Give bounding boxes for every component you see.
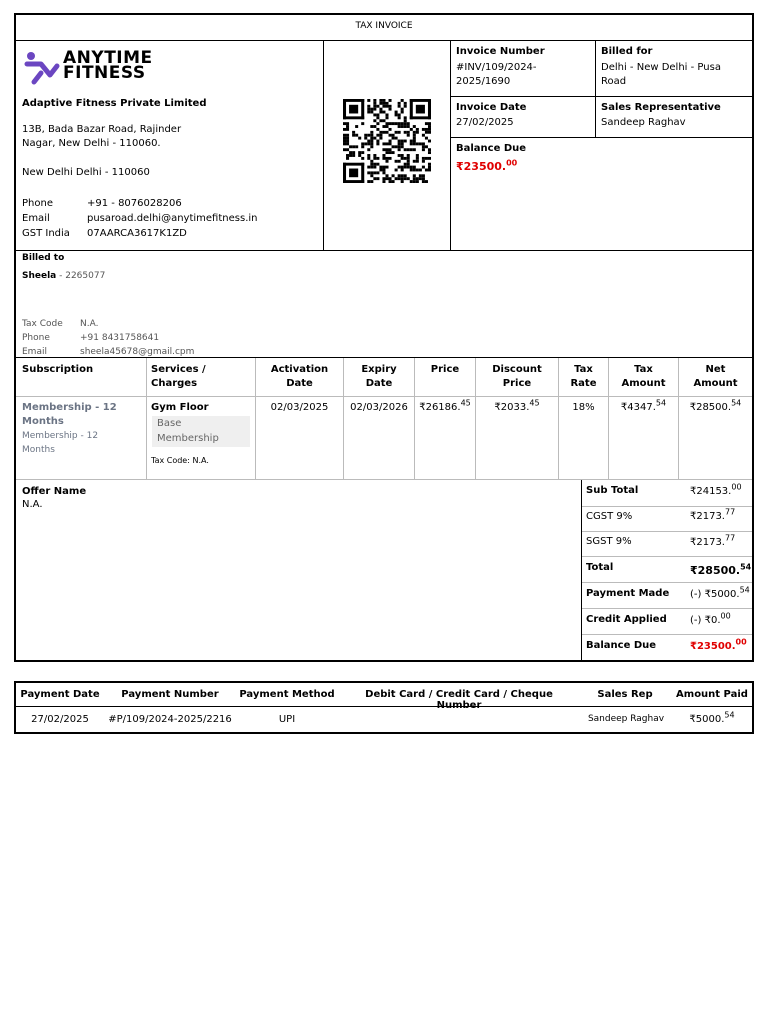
col-net-amount: Net Amount	[693, 364, 738, 389]
col-price: Price	[430, 364, 460, 375]
credit-applied-label: Credit Applied	[586, 614, 667, 625]
offer-value: N.A.	[22, 499, 43, 510]
row-net-amount: ₹28500.54	[689, 398, 742, 413]
billed-to-values	[80, 317, 194, 359]
row-discount-price: ₹2033.45	[494, 398, 540, 413]
billed-to-labels: Tax Code Phone Email	[22, 319, 63, 357]
row-subscription-detail: Membership - 12 Months	[22, 431, 99, 455]
sales-rep-label: Sales Representative	[601, 102, 721, 113]
col-subscription: Subscription	[22, 364, 94, 375]
invoice-number-label: Invoice Number	[456, 46, 545, 57]
row-activation-date: 02/03/2025	[270, 402, 329, 413]
summary-balance-due-value: ₹23500.00	[690, 637, 747, 652]
col-services: Services / Charges	[151, 364, 206, 389]
tax-invoice	[14, 13, 754, 662]
row-subscription: Membership - 12 Months	[22, 402, 117, 427]
billed-for-label: Billed for	[601, 46, 653, 57]
credit-applied-value: (-) ₹0.00	[690, 611, 731, 626]
document-title: TAX INVOICE	[355, 21, 413, 31]
payment-made-value: (-) ₹5000.54	[690, 585, 750, 600]
row-tax-rate: 18%	[572, 402, 595, 413]
row-service-tag: Base Membership	[152, 416, 250, 447]
payments-table	[14, 681, 754, 734]
billed-for-value: Delhi - New Delhi - Pusa Road	[601, 62, 721, 87]
subtotal-label: Sub Total	[586, 485, 639, 496]
company-address: 13B, Bada Bazar Road, Rajinder Nagar, New Delhi - 110060.	[22, 124, 182, 149]
pay-col-number: Payment Number	[121, 689, 219, 700]
company-email: pusaroad.delhi@anytimefitness.in	[87, 213, 258, 224]
total-value: ₹28500.54	[690, 562, 752, 577]
row-price: ₹26186.45	[419, 398, 471, 413]
customer-phone: +91 8431758641	[80, 333, 160, 343]
row-expiry-date: 02/03/2026	[350, 402, 408, 413]
customer-email: sheela45678@gmail.cpm	[80, 347, 195, 357]
company-name: Adaptive Fitness Private Limited	[22, 98, 207, 109]
col-discount-price: Discount Price	[492, 364, 542, 389]
subtotal-value: ₹24153.00	[690, 482, 742, 497]
pay-col-method: Payment Method	[239, 689, 335, 700]
col-tax-amount: Tax Amount	[621, 364, 666, 389]
sgst-label: SGST 9%	[586, 536, 632, 547]
anytime-fitness-logo-icon	[24, 51, 60, 85]
cgst-value: ₹2173.77	[690, 507, 736, 522]
pay-row-amount: ₹5000.54	[689, 710, 735, 725]
pay-row-date: 27/02/2025	[31, 714, 89, 725]
cgst-label: CGST 9%	[586, 511, 633, 522]
row-service-tax-code: Tax Code: N.A.	[151, 456, 209, 465]
pay-col-amount: Amount Paid	[676, 689, 748, 700]
company-contact-labels: Phone Email GST India	[22, 198, 70, 239]
company-gst: 07AARCA3617K1ZD	[87, 228, 187, 239]
company-contact-values	[87, 196, 257, 241]
invoice-date-label: Invoice Date	[456, 102, 527, 113]
col-expiry-date: Expiry Date	[361, 364, 397, 389]
invoice-number: #INV/109/2024- 2025/1690	[456, 62, 537, 87]
sales-rep: Sandeep Raghav	[601, 117, 686, 128]
company-city: New Delhi Delhi - 110060	[22, 167, 150, 178]
balance-due-label: Balance Due	[456, 143, 527, 154]
balance-due-value: ₹23500.00	[456, 158, 518, 173]
pay-row-method: UPI	[278, 714, 296, 725]
total-label: Total	[586, 562, 614, 573]
pay-col-date: Payment Date	[20, 689, 100, 700]
sgst-value: ₹2173.77	[690, 533, 736, 548]
col-activation-date: Activation Date	[270, 364, 329, 389]
row-tax-amount: ₹4347.54	[620, 398, 667, 413]
col-tax-rate: Tax Rate	[570, 364, 597, 389]
offer-label: Offer Name	[22, 486, 87, 497]
pay-col-rep: Sales Rep	[597, 689, 653, 700]
customer-tax-code: N.A.	[80, 319, 99, 329]
billed-to-customer: Sheela - 2265077	[22, 271, 106, 281]
company-phone: +91 - 8076028206	[87, 198, 182, 209]
summary-balance-due-label: Balance Due	[586, 640, 657, 651]
row-service: Gym Floor	[151, 402, 209, 413]
brand-name: ANYTIME FITNESS	[63, 48, 153, 83]
pay-col-card: Debit Card / Credit Card / Cheque Number	[365, 689, 553, 711]
payment-made-label: Payment Made	[586, 588, 670, 599]
pay-row-number: #P/109/2024-2025/2216	[108, 714, 232, 725]
invoice-date: 27/02/2025	[456, 117, 514, 128]
billed-to-label: Billed to	[22, 253, 65, 263]
qr-code-icon	[343, 99, 431, 183]
pay-row-rep: Sandeep Raghav	[587, 714, 665, 724]
